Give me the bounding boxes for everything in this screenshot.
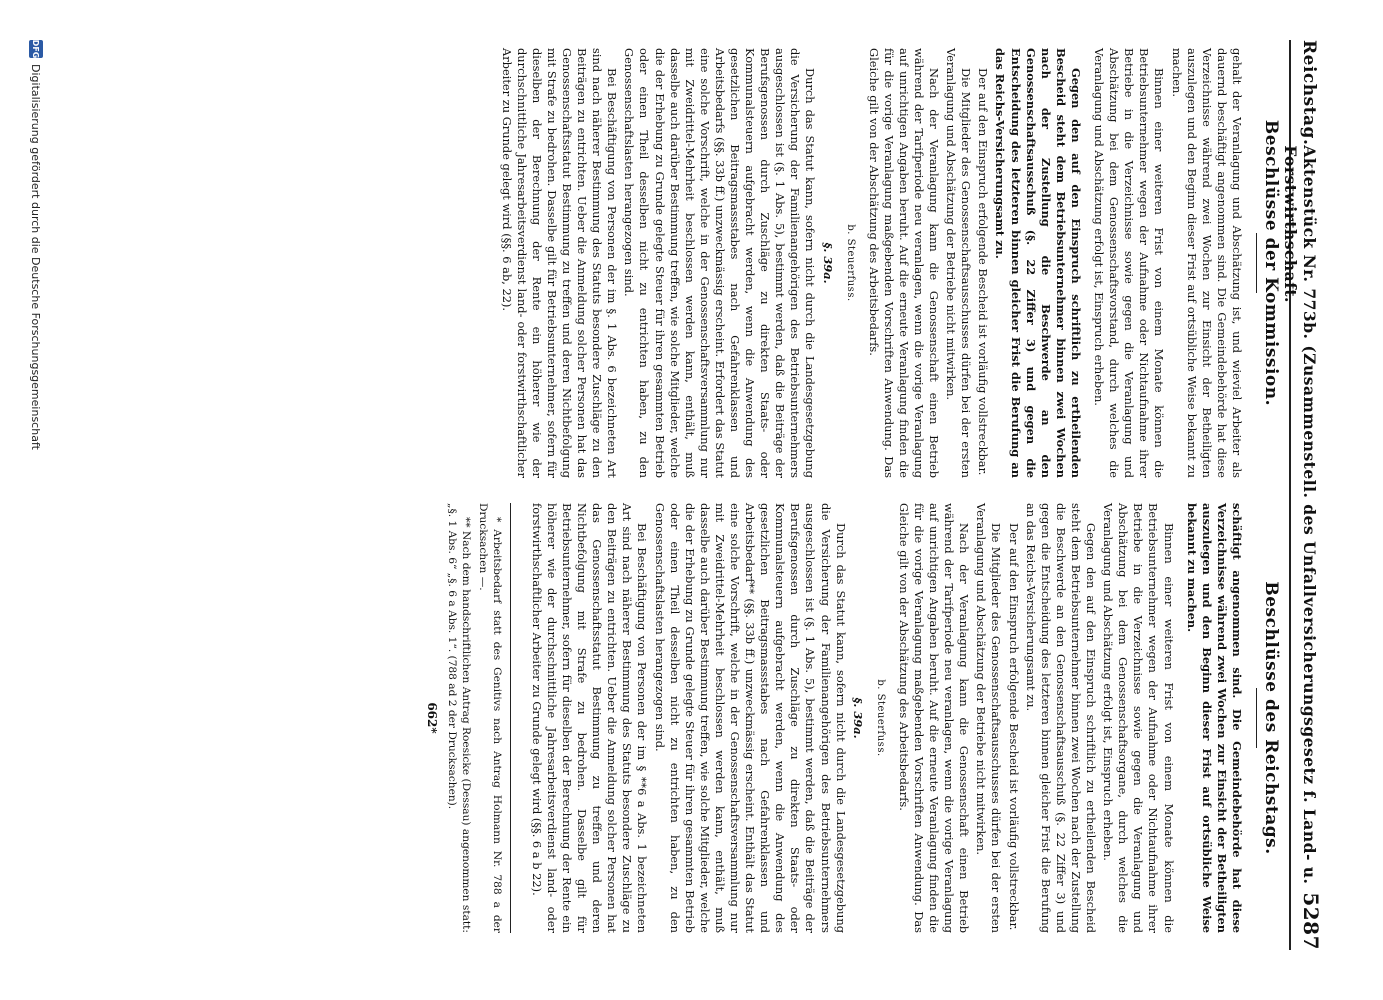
section-number: §. 39a. bbox=[850, 697, 865, 739]
header-title: Aktenstück Nr. 773b. (Zusammenstell. des Unfallversicherungsgesetz f. Land- u. Forstwirthschaft. bbox=[1281, 145, 1319, 885]
paragraph: Der auf den Einspruch erfolgende Bescheid ist vorläufig vollstreckbar. bbox=[1006, 523, 1021, 931]
header-left: Reichstag. bbox=[1299, 40, 1319, 146]
footnotes bbox=[445, 503, 511, 933]
paragraph: Binnen einer weiteren Frist von einem Monate können die Betriebsunternehmer wegen der Aufnahme oder Nichtaufnahme ihrer Betriebe in die Verzeichnisse sowie gegen die Veranlagung und Abschätzung bei dem Genossenschaftsorgane, durch welches die Veranlagung und Abschätzung erfolgt ist, Einspruch erheben. bbox=[1101, 503, 1176, 933]
paragraph: Nach der Veranlagung kann die Genossenschaft einen Betrieb während der Tarifperiode neu veranlagen, wenn die vorige Veranlagung auf unrichtigen Angaben beruht. Auf die erneute Veranlagung finden die für die vorige Veranlagung maßgebenden Vorschriften Anwendung. Das Gleiche gilt von der Abschätzung des Arbeitsbedarfs. bbox=[896, 503, 972, 933]
paragraph: gehalt der Veranlagung und Abschätzung ist, und wieviel Arbeiter als dauernd beschäftigt angenommen sind. Die Gemeindebehörde hat diese Verzeichnisse während zwei Wochen zur Einsicht der Betheiligten auszulegen und den Beginn dieser Frist auf ortsübliche Weise bekannt zu machen. bbox=[1169, 48, 1244, 478]
left-column bbox=[497, 48, 1279, 478]
paragraph: schäftigt angenommen sind. Die Gemeindebehörde hat diese Verzeichnisse während zwei Wochen zur Einsicht der Betheiligten auszulegen und den Beginn dieser Frist auf ortsübliche Weise bekannt zu machen. bbox=[1184, 503, 1244, 933]
section-number: §. 39a. bbox=[820, 242, 835, 284]
left-column-title: Beschlüsse der Kommission. bbox=[1261, 119, 1281, 407]
paragraph: Die Mitglieder des Genossenschaftsausschusses dürfen bei der ersten Veranlagung und Abschätzung der Betriebe nicht mitwirken. bbox=[974, 503, 1004, 933]
funding-text: Digitalisierung gefördert durch die Deutsche Forschungsgemeinschaft bbox=[29, 64, 43, 450]
title-rule bbox=[1256, 688, 1257, 748]
dfg-logo-icon: DFG bbox=[29, 40, 43, 58]
paragraph: Binnen einer weiteren Frist von einem Monate können die Betriebsunternehmer wegen der Aufnahme oder Nichtaufnahme ihrer Betriebe in die Verzeichnisse sowie gegen die Veranlagung und Abschätzung bei dem Genossenschaftsvorstand, durch welches die Veranlagung und Abschätzung erfolgt ist, Einspruch erheben. bbox=[1092, 48, 1167, 478]
funding-note bbox=[29, 40, 43, 950]
paragraph: Gegen den auf den Einspruch schriftlich zu ertheilenden Bescheid steht dem Betriebsunternehmer binnen zwei Wochen nach der Zustellung die Beschwerde an den Genossenschaftsausschuß (§. 22 Ziffer 3) und gegen die Entscheidung des letzteren binnen gleicher Frist die Berufung an das Reichs-Versicherungsamt zu. bbox=[1023, 503, 1099, 933]
paragraph: Der auf den Einspruch erfolgende Bescheid ist vorläufig vollstreckbar. bbox=[976, 68, 991, 476]
paragraph: Bei Beschäftigung von Personen der im §. 1 Abs. 6 bezeichneten Art sind nach näherer Bestimmung des Statuts besondere Zuschläge zu den Beiträgen zu entrichten. Ueber die Anmeldung solcher Personen hat das Genossenschaftsstatut Bestimmung zu treffen und deren Nichtbefolgung mit Strafe zu bedrohen. Dasselbe gilt für Betriebsunternehmer, sofern für dieselben der Berechnung der Rente ein höherer wie der durchschnittliche Jahresarbeitsverdienst land- oder forstwirthschaftlicher Arbeiter zu Grunde gelegt wird (§§. 6 ab, 22). bbox=[499, 48, 620, 478]
paragraph: Nach der Veranlagung kann die Genossenschaft einen Betrieb während der Tarifperiode neu veranlagen, wenn die vorige Veranlagung auf unrichtigen Angaben beruht. Auf die erneute Veranlagung finden die für die vorige Veranlagung maßgebenden Vorschriften Anwendung. Das Gleiche gilt von der Abschätzung des Arbeitsbedarfs. bbox=[866, 48, 942, 478]
paragraph: Bei Beschäftigung von Personen der im § **6 a Abs. 1 bezeichneten Art sind nach näherer Bestimmung des Statuts besondere Zuschläge zu den Beiträgen zu entrichten. Ueber die Anmeldung solcher Personen hat das Genossenschaftsstatut Bestimmung zu treffen und deren Nichtbefolgung mit Strafe zu bedrohen. Dasselbe gilt für Betriebsunternehmer, sofern für dieselben der Berechnung der Rente ein höherer wie der durchschnittliche Jahresarbeitsverdienst land- oder forstwirthschaftlicher Arbeiter zu Grunde gelegt wird (§§. 6 a b 22). bbox=[529, 503, 650, 933]
sub-heading: b. Steuerfuss. bbox=[844, 224, 856, 302]
paragraph: Die Mitglieder des Genossenschaftsausschusses dürfen bei der ersten Veranlagung und Abschätzung der Betriebe nicht mitwirken. bbox=[944, 48, 974, 478]
page-header bbox=[1281, 40, 1323, 950]
right-column-title: Beschlüsse des Reichstags. bbox=[1261, 581, 1281, 855]
paragraph: Durch das Statut kann, sofern nicht durch die Landesgesetzgebung die Versicherung der Familienangehörigen des Betriebsunternehmers ausgeschlossen ist (§. 1 Abs. 5), bestimmt werden, daß die Beiträge der Berufsgenossen durch Zuschläge zu direkten Staats- oder Kommunalsteuern aufgebracht werden, wenn die Anwendung des gesetzlichen Beitragsmassstabes nach Gefahrenklassen und Arbeitsbedarf** (§§. 33b ff.) unzweckmässig erscheint. Enthält das Statut eine solche Vorschrift, welche in der Genossenschaftsversammlung nur mit Zweidrittel-Mehrheit beschlossen werden kann, enthält, muß dasselbe auch darüber Bestimmung treffen, wie solche Mitglieder, welche die der Erhebung zu Grunde gelegte Steuer für ihren gesammten Betrieb oder einen Theil desselben nicht zu entrichten haben, zu den Genossenschaftslasten herangezogen sind. bbox=[652, 503, 848, 933]
bottom-page-number: 662* bbox=[424, 702, 439, 734]
title-rule bbox=[1256, 233, 1257, 293]
right-column bbox=[424, 503, 1281, 933]
paragraph: Gegen den auf den Einspruch schriftlich zu ertheilenden Bescheid steht dem Betriebsunternehmer binnen zwei Wochen nach der Zustellung die Beschwerde an den Genossenschaftsausschuß (§. 22 Ziffer 3) und gegen die Entscheidung des letzteren binnen gleicher Frist die Berufung an das Reichs-Versicherungsamt zu. bbox=[993, 48, 1083, 478]
page-number: 5287 bbox=[1299, 892, 1323, 950]
paragraph: Durch das Statut kann, sofern nicht durch die Landesgesetzgebung die Versicherung der Familienangehörigen des Betriebsunternehmers ausgeschlossen ist (§. 1 Abs. 5), bestimmt werden, daß die Beiträge der Berufsgenossen durch Zuschläge zu direkten Staats- oder Kommunalsteuern aufgebracht werden, wenn die Anwendung des gesetzlichen Beitragsmassstabes nach Gefahrenklassen und Arbeitsbedarfs (§§. 33b ff.) unzweckmässig erscheint. Erfordert das Statut eine solche Vorschrift, welche in der Genossenschaftsversammlung nur mit Zweidrittel-Mehrheit beschlossen werden kann, enthält, muß dasselbe auch darüber Bestimmung treffen, wie solche Mitglieder, welche die der Erhebung zu Grunde gelegte Steuer für ihren gesammten Betrieb oder einen Theil desselben nicht zu entrichten haben, zu den Genossenschaftslasten herangezogen sind. bbox=[622, 48, 818, 478]
footnote: * Arbeitsbedarf statt des Genitivs nach Antrag Holmann Nr. 788 a der Drucksachen —. bbox=[476, 503, 503, 933]
sub-heading: b. Steuerfuss. bbox=[874, 679, 886, 757]
footnote: ** Nach dem handschriftlichen Antrag Roesicke (Dessau) angenommen statt: „§. 1 Abs. 6“ „§. 6 a Abs. 1“. (788 ad 2 der Drucksachen). bbox=[445, 503, 472, 933]
